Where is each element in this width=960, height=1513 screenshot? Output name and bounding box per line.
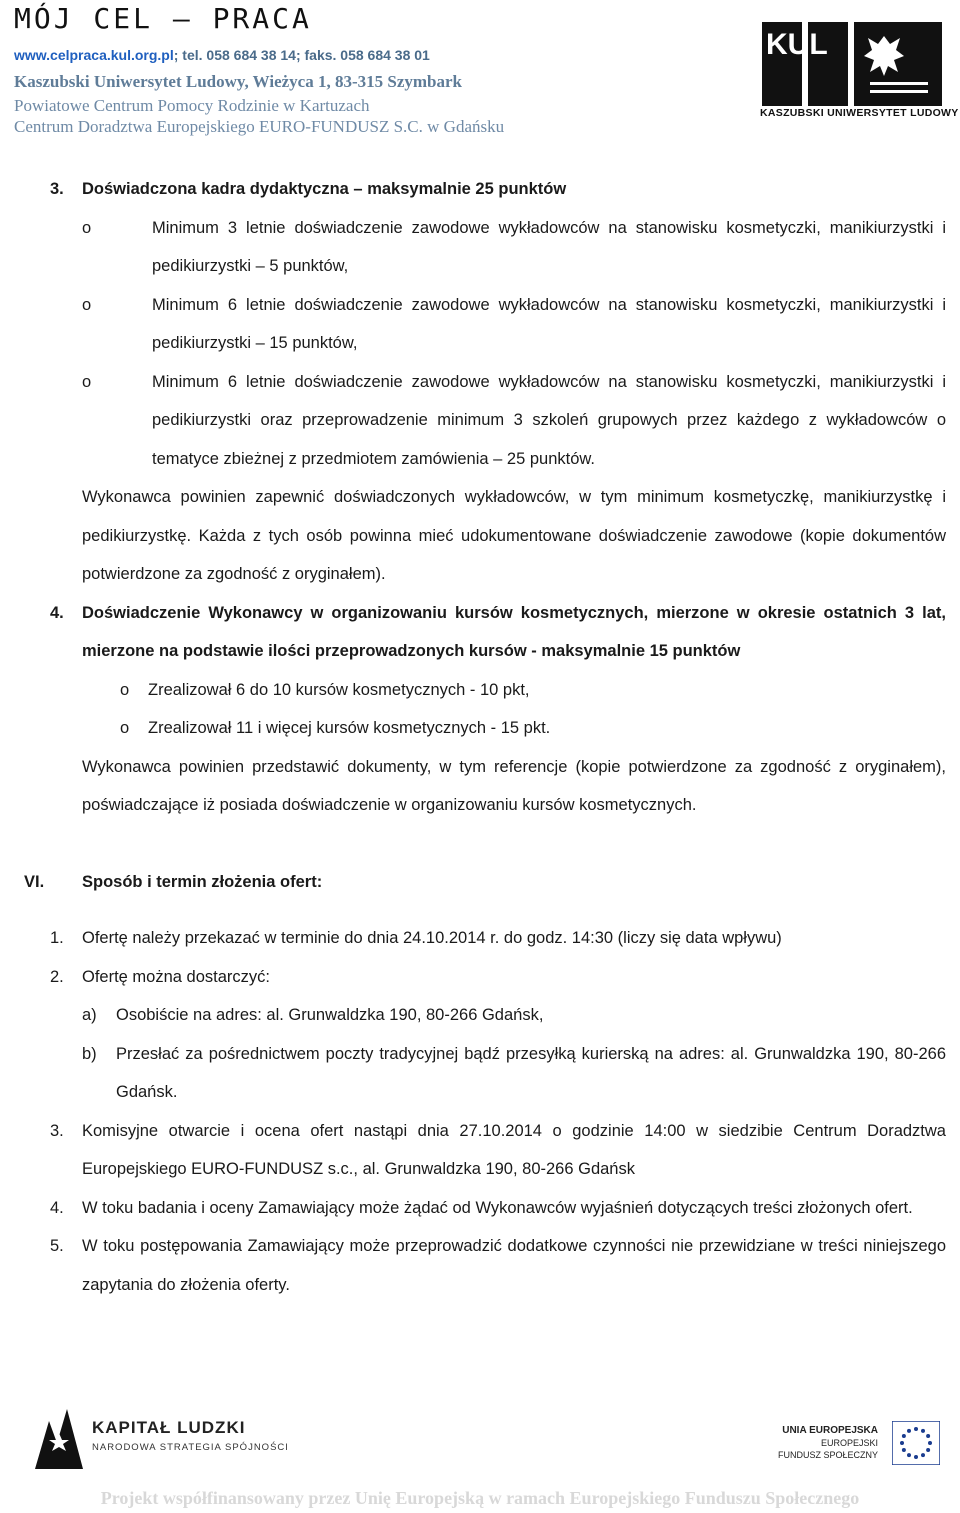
list-item [0, 671, 946, 710]
contact-phone-fax: ; tel. 058 684 38 14; faks. 058 684 38 01 [173, 47, 430, 63]
eu-flag-icon [892, 1421, 940, 1465]
eu-star-icon [921, 1429, 925, 1433]
page-header [0, 0, 960, 140]
item-number: 5. [50, 1237, 64, 1255]
eu-star-icon [907, 1429, 911, 1433]
list-item-text: Minimum 6 letnie doświadczenie zawodowe wykładowców na stanowisku kosmetyczki, manikiurzystki i pedikiurzystki – 15 punktów, [152, 295, 946, 352]
list-item [0, 286, 946, 363]
bullet-icon: o [120, 719, 130, 737]
eu-star-icon [902, 1434, 906, 1438]
sub-list-item-text: Osobiście na adres: al. Grunwaldzka 190, 80-266 Gdańsk, [116, 1006, 544, 1024]
section-3-heading [0, 170, 946, 209]
bullet-icon: o [82, 218, 92, 237]
eu-star-icon [926, 1448, 930, 1452]
item-number: 2. [50, 967, 64, 986]
section-vi-heading [0, 863, 946, 902]
project-title: MÓJ CEL – PRACA [14, 2, 312, 35]
bullet-icon: o [120, 680, 130, 699]
section-title: Doświadczenie Wykonawcy w organizowaniu kursów kosmetycznych, mierzone w okresie ostatnich 3 lat, mierzone na podstawie ilości przeprowadzonych kursów - maksymalnie 15 punktów [82, 603, 946, 660]
list-item [0, 1227, 946, 1304]
section-number: 3. [50, 180, 64, 198]
section-title: Doświadczona kadra dydaktyczna – maksymalnie 25 punktów [82, 180, 567, 198]
eu-star-icon [902, 1448, 906, 1452]
kapital-ludzki-logo [33, 1403, 85, 1471]
org-line-pcpr: Powiatowe Centrum Pomocy Rodzinie w Kartuzach [14, 96, 370, 115]
kapital-ludzki-name: KAPITAŁ LUDZKI [92, 1418, 246, 1437]
kul-logo-letters: KUL [766, 28, 828, 61]
eu-star-icon [914, 1455, 918, 1459]
sub-list-item [0, 996, 946, 1035]
sub-item-letter: a) [82, 1006, 97, 1024]
list-item-text: Komisyjne otwarcie i ocena ofert nastąpi dnia 27.10.2014 o godzinie 14:00 w siedzibie Centrum Doradztwa Europejskiego EURO-FUNDUSZ s.c., al. Grunwaldzka 190, 80-266 Gdańsk [82, 1121, 946, 1178]
eu-star-icon [907, 1453, 911, 1457]
section-4-note: Wykonawca powinien przedstawić dokumenty, w tym referencje (kopie potwierdzone za zgodność z oryginałem), poświadczające iż posiada doświadczenie w organizowaniu kursów kosmetycznych. [82, 757, 946, 814]
list-item-text: Minimum 6 letnie doświadczenie zawodowe wykładowców na stanowisku kosmetyczki, manikiurzystki i pedikiurzystki oraz przeprowadzenie minimum 3 szkoleń grupowych przez każdego z wykładowców o tematyce zbieżnej z przedmiotem zamówienia – 25 punktów. [152, 372, 946, 468]
section-title: Sposób i termin złożenia ofert: [82, 872, 323, 891]
section-number: VI. [24, 872, 45, 891]
list-item [0, 958, 946, 997]
list-item-text: W toku badania i oceny Zamawiający może żądać od Wykonawców wyjaśnień dotyczących treści złożonych ofert. [82, 1198, 913, 1217]
kul-logo-caption: KASZUBSKI UNIWERSYTET LUDOWY [760, 107, 959, 119]
cofinancing-note: Projekt współfinansowany przez Unię Europejską w ramach Europejskiego Funduszu Społecznego [100, 1488, 860, 1508]
section-number: 4. [50, 603, 64, 622]
sub-item-letter: b) [82, 1044, 97, 1063]
eu-star-icon [921, 1453, 925, 1457]
eu-star-icon [926, 1434, 930, 1438]
eu-star-icon [900, 1441, 904, 1445]
list-item-text: Zrealizował 11 i więcej kursów kosmetycznych - 15 pkt. [148, 719, 551, 737]
list-item-text: W toku postępowania Zamawiający może przeprowadzić dodatkowe czynności nie przewidziane w treści niniejszego zapytania do złożenia oferty. [82, 1237, 946, 1294]
eu-fund-line-1: EUROPEJSKI [820, 1438, 878, 1448]
list-item [0, 1112, 946, 1189]
page-footer [0, 1395, 960, 1513]
section-3-note: Wykonawca powinien zapewnić doświadczonych wykładowców, w tym minimum kosmetyczkę, manikiurzystkę i pedikiurzystkę. Każda z tych osób powinna mieć udokumentowane doświadczenie zawodowe (kopie dokumentów potwierdzone za zgodność z oryginałem). [82, 488, 946, 583]
eu-star-icon [914, 1427, 918, 1431]
item-number: 4. [50, 1198, 64, 1217]
list-item-text: Ofertę można dostarczyć: [82, 967, 270, 986]
item-number: 1. [50, 929, 64, 947]
website-link[interactable]: www.celpraca.kul.org.pl [14, 47, 174, 63]
list-item-text: Zrealizował 6 do 10 kursów kosmetycznych - 10 pkt, [148, 680, 530, 699]
sub-list-item-text: Przesłać za pośrednictwem poczty tradycyjnej bądź przesyłką kurierską na adres: al. Grunwaldzka 190, 80-266 Gdańsk. [116, 1044, 946, 1101]
list-item-text: Minimum 3 letnie doświadczenie zawodowe wykładowców na stanowisku kosmetyczki, manikiurzystki i pedikiurzystki – 5 punktów, [152, 218, 946, 275]
eu-text [760, 1425, 878, 1461]
list-item-text: Ofertę należy przekazać w terminie do dnia 24.10.2014 r. do godz. 14:30 (liczy się data wpływu) [82, 929, 782, 947]
eu-name: UNIA EUROPEJSKA [782, 1425, 878, 1436]
section-4-heading [0, 594, 946, 671]
list-item [0, 919, 946, 958]
org-line-kul: Kaszubski Uniwersytet Ludowy, Wieżyca 1, 83-315 Szymbark [14, 72, 463, 91]
contact-line [14, 47, 430, 63]
eu-star-icon [928, 1441, 932, 1445]
list-item [0, 709, 946, 748]
org-line-cde: Centrum Doradztwa Europejskiego EURO-FUNDUSZ S.C. w Gdańsku [14, 117, 505, 136]
item-number: 3. [50, 1121, 64, 1140]
kapital-ludzki-subtitle: NARODOWA STRATEGIA SPÓJNOŚCI [92, 1442, 289, 1453]
sub-list-item [0, 1035, 946, 1112]
list-item [0, 363, 946, 479]
bullet-icon: o [82, 295, 92, 314]
list-item [0, 209, 946, 286]
list-item [0, 1189, 946, 1228]
document-body [0, 170, 960, 1304]
bullet-icon: o [82, 372, 92, 391]
eu-fund-line-2: FUNDUSZ SPOŁECZNY [777, 1450, 878, 1460]
